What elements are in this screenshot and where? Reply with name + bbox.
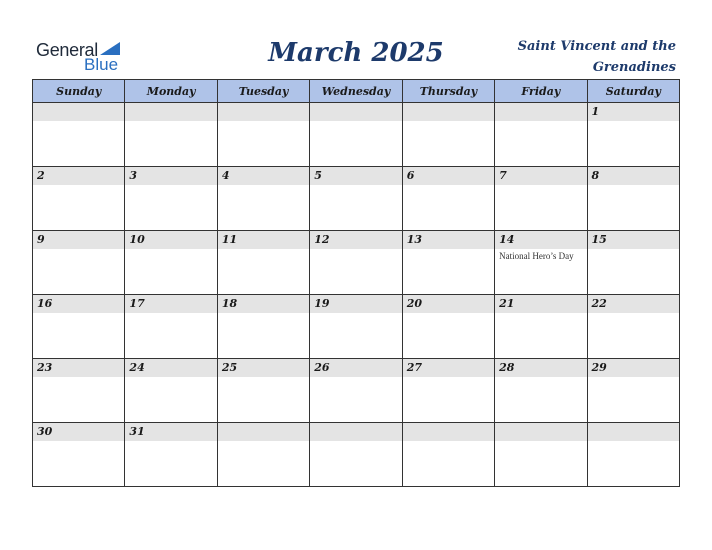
week-row: [33, 103, 680, 167]
day-cell: [495, 295, 587, 359]
day-number-band: [495, 103, 586, 121]
day-cell: [310, 167, 402, 231]
weekday-tuesday: Tuesday: [217, 80, 309, 103]
day-number: 3: [129, 169, 138, 182]
day-cell: [310, 295, 402, 359]
day-cell: [402, 359, 494, 423]
day-cell: [125, 295, 217, 359]
day-cell: [33, 167, 125, 231]
day-number: 8: [591, 169, 600, 182]
country-name: Saint Vincent and the Grenadines: [517, 39, 676, 75]
day-cell: [217, 167, 309, 231]
day-number: 23: [37, 361, 53, 374]
day-cell: [125, 423, 217, 487]
weekday-wednesday: Wednesday: [310, 80, 402, 103]
day-number: 28: [499, 361, 515, 374]
day-number: 20: [406, 297, 422, 310]
day-number: 26: [314, 361, 330, 374]
day-number-band: [218, 103, 309, 121]
day-cell: [587, 423, 679, 487]
day-cell: [587, 295, 679, 359]
day-cell: [495, 359, 587, 423]
day-cell: [495, 167, 587, 231]
day-cell: [217, 359, 309, 423]
day-number: 24: [129, 361, 145, 374]
logo-triangle-icon: [100, 42, 120, 55]
day-number-band: [588, 167, 679, 185]
day-cell: [402, 231, 494, 295]
week-row: [33, 423, 680, 487]
day-number: 29: [591, 361, 607, 374]
day-cell: [587, 103, 679, 167]
day-number: 10: [129, 233, 145, 246]
day-number: 13: [406, 233, 422, 246]
day-cell: [33, 295, 125, 359]
day-cell: [33, 231, 125, 295]
day-cell: [310, 231, 402, 295]
day-number-band: [495, 167, 586, 185]
weekday-friday: Friday: [495, 80, 587, 103]
day-cell: [587, 167, 679, 231]
weekday-sunday: Sunday: [33, 80, 125, 103]
day-number: 14: [499, 233, 515, 246]
day-cell: [495, 103, 587, 167]
day-number: 16: [37, 297, 53, 310]
day-number: 30: [37, 425, 53, 438]
day-number-band: [33, 167, 124, 185]
day-number: 15: [591, 233, 607, 246]
day-cell: [402, 167, 494, 231]
day-number: 6: [406, 169, 415, 182]
day-cell: [495, 423, 587, 487]
day-number: 5: [314, 169, 322, 182]
day-number-band: [125, 103, 216, 121]
day-number: 2: [37, 169, 45, 182]
day-number: 11: [221, 233, 238, 246]
day-cell: [125, 103, 217, 167]
day-cell: [402, 295, 494, 359]
day-cell: [587, 359, 679, 423]
day-cell: [125, 359, 217, 423]
day-cell: [587, 231, 679, 295]
day-number: 12: [314, 233, 330, 246]
weekday-saturday: Saturday: [587, 80, 679, 103]
day-cell: [310, 423, 402, 487]
day-cell: [33, 103, 125, 167]
day-number: 17: [129, 297, 145, 310]
day-number-band: [403, 103, 494, 121]
day-cell: [402, 423, 494, 487]
day-cell: [33, 359, 125, 423]
day-number-band: [218, 423, 309, 441]
day-number: 4: [221, 169, 230, 182]
day-number: 22: [591, 297, 607, 310]
day-number-band: [588, 423, 679, 441]
weekday-header-row: [33, 80, 680, 103]
day-number-band: [33, 103, 124, 121]
logo-blue-text: Blue: [84, 55, 119, 74]
day-number-band: [218, 167, 309, 185]
month-calendar: [32, 79, 680, 487]
day-cell: [217, 231, 309, 295]
logo-general-text: General: [36, 40, 98, 60]
day-cell: [217, 423, 309, 487]
day-number: 9: [37, 233, 45, 246]
day-number-band: [310, 167, 401, 185]
day-cell: [310, 103, 402, 167]
day-number: 19: [314, 297, 330, 310]
week-row: [33, 167, 680, 231]
day-cell: [402, 103, 494, 167]
day-cell: [310, 359, 402, 423]
day-number: 7: [499, 169, 507, 182]
day-number-band: [495, 423, 586, 441]
day-cell: [125, 231, 217, 295]
day-number: 25: [221, 361, 238, 374]
day-number: 31: [129, 425, 145, 438]
calendar-title: March 2025: [268, 38, 444, 68]
day-cell: [33, 423, 125, 487]
day-cell: [495, 231, 587, 295]
day-number-band: [33, 231, 124, 249]
weekday-thursday: Thursday: [402, 80, 494, 103]
day-number-band: [403, 167, 494, 185]
day-number: 27: [406, 361, 422, 374]
holiday-label: National Hero’s Day: [499, 251, 574, 261]
day-cell: [217, 295, 309, 359]
day-number-band: [310, 103, 401, 121]
day-number-band: [403, 423, 494, 441]
week-row: [33, 231, 680, 295]
day-number-band: [125, 167, 216, 185]
day-number: 1: [591, 105, 600, 118]
day-number-band: [588, 103, 679, 121]
day-number-band: [310, 423, 401, 441]
day-cell: [217, 103, 309, 167]
day-number: 18: [221, 297, 238, 310]
generalblue-logo: [36, 40, 136, 74]
day-number: 21: [499, 297, 515, 310]
week-row: [33, 295, 680, 359]
day-cell: [125, 167, 217, 231]
weekday-monday: Monday: [125, 80, 217, 103]
week-row: [33, 359, 680, 423]
